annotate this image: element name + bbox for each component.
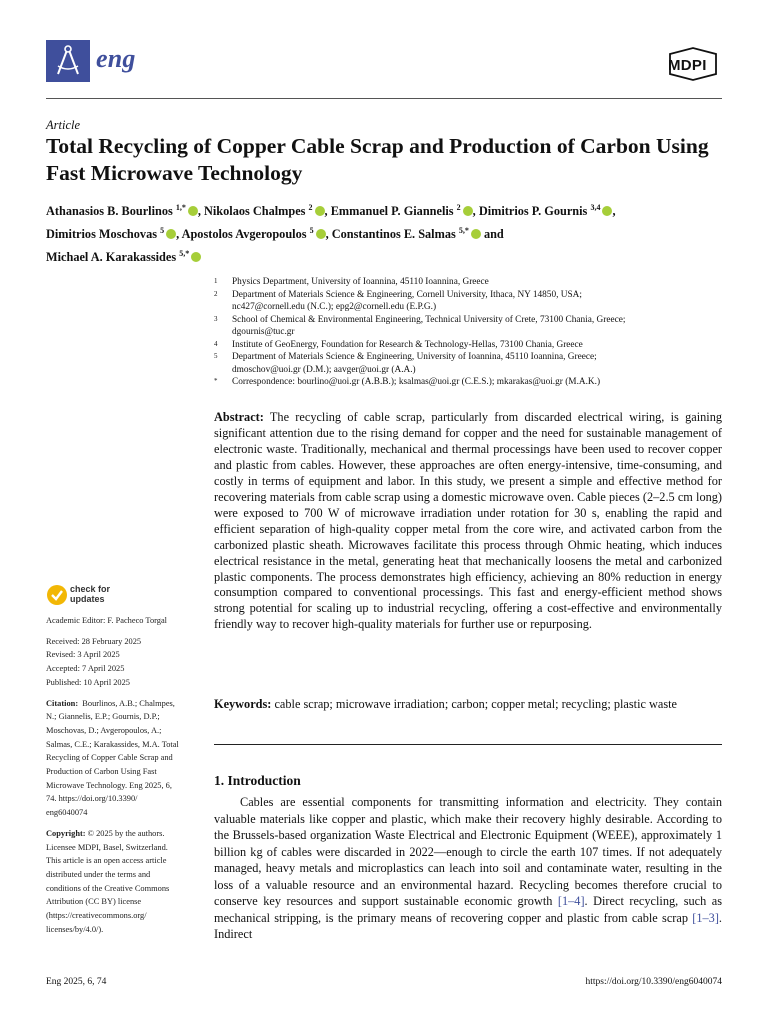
affiliation-number: 1 [214, 277, 218, 285]
copyright-line: distributed under the terms and [46, 869, 151, 879]
affiliation-line[interactable]: dgournis@tuc.gr [232, 327, 295, 337]
keywords-divider [214, 744, 722, 745]
orcid-icon[interactable] [463, 206, 473, 216]
copyright-line: © 2025 by the authors. [87, 828, 165, 838]
intro-text: Cables are essential components for transmitting information and electricity. They contain valuable materials like copper and plastic, which make their recovery highly desirable. According to the Brussels-based organization Waste Electrical and Electronic Equipment (WEEE), approximately 1 billion kg of cables were discarded in 2022—enough to circle the earth 107 times. If not adequately managed, heavy metals and microplastics can leach into soil and contaminate water, resulting in the loss of a valuable resource and an environmental hazard. Recycling becomes therefore crucial to conserve key resources and support sustainable economic growth [214, 795, 722, 908]
author-name[interactable]: Dimitrios Moschovas [46, 227, 158, 242]
orcid-icon[interactable] [188, 206, 198, 216]
affiliation-number: 2 [214, 289, 218, 298]
copyright-line: This article is an open access article [46, 856, 167, 866]
copyright-line: Attribution (CC BY) license [46, 897, 142, 907]
author-list: Athanasios B. Bourlinos $^{1,*}$ , Nikolaos Chalmpes $^2$ , Emmanuel P. Giannelis $^2$ , Dimitrios P. Gournis $^{3,4}$ , Dimitrios Moschovas $^5$ , Apostolos Avgeropoulos $^5$ , Constantinos E. Salmas $^{5,*}$ and Michael A. Karakassides $^{5,*}$ [46, 203, 616, 265]
keywords-text: cable scrap; microwave irradiation; carbon; copper metal; recycling; plastic waste [274, 697, 678, 711]
compass-logo-icon [46, 40, 90, 82]
orcid-icon[interactable] [191, 252, 201, 262]
author-name[interactable]: Nikolaos Chalmpes [204, 204, 306, 219]
article-title: Total Recycling of Copper Cable Scrap and Production of Carbon Using Fast Microwave Technology [46, 134, 709, 185]
citation-line: Salmas, C.E.; Karakassides, M.A. Total [46, 739, 179, 749]
author-affiliation-marker: 2 [308, 203, 313, 212]
affiliation-number: 5 [214, 352, 218, 360]
orcid-icon[interactable] [316, 229, 326, 239]
keywords [214, 696, 722, 712]
affiliation-line: Department of Materials Science & Engineering, University of Ioannina, 45110 Ioannina, Greece; [232, 352, 597, 362]
copyright-block [46, 827, 202, 937]
check-for-updates-icon[interactable] [46, 584, 68, 606]
revised-date: Revised: 3 April 2025 [46, 650, 120, 660]
affiliation-line[interactable]: dmoschov@uoi.gr (D.M.); aavger@uoi.gr (A.A.) [232, 364, 416, 375]
citation-link[interactable]: [1–4] [557, 894, 585, 908]
author-name[interactable]: Constantinos E. Salmas [331, 227, 456, 242]
citation-block [46, 697, 202, 820]
citation-doi-line[interactable]: eng6040074 [46, 808, 88, 818]
citation-doi-line[interactable]: 74. https://doi.org/10.3390/ [46, 794, 138, 804]
affiliation-number: * [214, 377, 218, 385]
accepted-date: Accepted: 7 April 2025 [46, 664, 125, 674]
orcid-icon[interactable] [166, 229, 176, 239]
keywords-label: Keywords: [214, 697, 272, 711]
affiliation-number: 3 [214, 314, 218, 323]
author-affiliation-marker: 5,* [458, 226, 469, 236]
journal-name[interactable]: eng [96, 44, 136, 73]
author-name[interactable]: Apostolos Avgeropoulos [181, 227, 307, 242]
citation-label: Citation: [46, 698, 79, 708]
affiliation-item [214, 314, 724, 339]
affiliation-item [214, 351, 724, 376]
citation-line: N.; Giannelis, E.P.; Gournis, D.P.; [46, 712, 160, 722]
copyright-line: Licensee MDPI, Basel, Switzerland. [46, 842, 168, 852]
orcid-icon[interactable] [602, 206, 612, 216]
author-affiliation-marker: 5,* [179, 249, 190, 259]
license-link[interactable]: licenses/by/4.0/). [46, 924, 104, 934]
copyright-line: conditions of the Creative Commons [46, 883, 170, 893]
affiliation-item [214, 276, 724, 289]
abstract-text: The recycling of cable scrap, particularly from discarded electrical wiring, is gaining significant attention due to the rising demand for copper and the need for sustainable management of electronic waste. Traditionally, mechanical and thermal processings have been used to recover copper and plastic from cables. However, these approaches are often energy-intensive, time-consuming, and costly in terms of equipment and labor. In this study, we present a simple and effective method for recovering materials from cable scrap using a domestic microwave oven. Cable pieces (2–2.5 cm long) were exposed to 700 W of microwave irradiation under rotation for 30 s, enabling the rapid and efficient separation of high-quality copper metal from the core wire, and activated carbon from the carbonized plastic sheath. Microwaves facilitate this process through Ohmic heating, which induces electrical resistance in the metal, generating heat that mechanically loosens the metal and carbonized plastic components. The process demonstrates high efficiency, achieving an 80% reduction in energy consumption compared to conventional processings. This fast and energy-efficient method shows strong potential for scaling up to industrial recycling, offering a cost-effective and environmentally friendly way to recover high-quality materials for further use or repurposing. [214, 410, 722, 632]
citation-line: Bourlinos, A.B.; Chalmpes, [82, 698, 175, 708]
affiliation-line: Institute of GeoEnergy, Foundation for Research & Technology-Hellas, 73100 Chania, Greece [232, 339, 583, 350]
copyright-label: Copyright: [46, 828, 86, 838]
header-divider [46, 98, 722, 99]
author-affiliation-marker: 5 [309, 226, 314, 236]
affiliation-item [214, 289, 724, 314]
affiliation-line: School of Chemical & Environmental Engineering, Technical University of Crete, 73100 Chania, Greece; [232, 314, 626, 325]
author-name[interactable]: Michael A. Karakassides [46, 250, 177, 265]
footer-journal-ref: Eng 2025, 6, 74 [46, 977, 107, 987]
check-line: check for [70, 584, 111, 594]
check-line: updates [70, 594, 105, 604]
citation-link[interactable]: [1–3] [692, 910, 719, 925]
academic-editor: Academic Editor: F. Pacheco Torgal [46, 616, 167, 625]
license-link[interactable]: (https://creativecommons.org/ [46, 911, 147, 921]
author-name[interactable]: Emmanuel P. Giannelis [330, 204, 454, 219]
author-name[interactable]: Dimitrios P. Gournis [478, 204, 588, 219]
abstract-label: Abstract: [214, 410, 264, 424]
section-heading-introduction: 1. Introduction [214, 773, 301, 788]
intro-text: . Direct recycling, such as mechanical stripping, is the primary means of recovering copper and plastic from cable scrap [214, 894, 722, 925]
intro-text: . Indirect [214, 910, 722, 941]
affiliation-line[interactable]: nc427@cornell.edu (N.C.); epg2@cornell.edu (E.P.G.) [232, 302, 437, 312]
received-date: Received: 28 February 2025 [46, 636, 142, 646]
citation-line: Moschovas, D.; Avgeropoulos, A.; [46, 725, 162, 735]
abstract [214, 410, 722, 633]
author-name[interactable]: Athanasios B. Bourlinos [46, 204, 173, 219]
citation-line: Microwave Technology. Eng 2025, 6, [46, 780, 172, 790]
journal-logo [46, 40, 90, 82]
author-affiliation-marker: 2 [456, 203, 461, 212]
affiliation-number: 4 [214, 339, 218, 348]
orcid-icon[interactable] [471, 229, 481, 239]
affiliation-item [214, 376, 724, 389]
affiliation-line: Department of Materials Science & Engineering, Cornell University, Ithaca, NY 14850, USA; [232, 289, 582, 300]
author-and: and [483, 227, 504, 242]
affiliation-line: Physics Department, University of Ioannina, 45110 Ioannina, Greece [232, 277, 489, 287]
check-for-updates-label[interactable] [70, 584, 110, 604]
affiliation-item [214, 339, 724, 352]
footer-doi-link[interactable]: https://doi.org/10.3390/eng6040074 [585, 977, 722, 987]
introduction-paragraph [214, 794, 722, 943]
author-affiliation-marker: 1,* [175, 203, 186, 212]
author-affiliation-marker: 5 [160, 226, 165, 236]
publisher-name[interactable]: MDPI [668, 57, 707, 74]
published-date: Published: 10 April 2025 [46, 677, 130, 687]
article-info-sidebar [46, 614, 202, 943]
article-type: Article [46, 118, 81, 132]
dates [46, 635, 202, 690]
orcid-icon[interactable] [315, 206, 325, 216]
affiliations [214, 276, 724, 389]
citation-line: Recycling of Copper Cable Scrap and [46, 753, 173, 763]
correspondence-line[interactable]: Correspondence: bourlino@uoi.gr (A.B.B.); ksalmas@uoi.gr (C.E.S.); mkarakas@uoi.gr (M.A.K.) [232, 377, 601, 387]
citation-line: Production of Carbon Using Fast [46, 767, 157, 777]
author-affiliation-marker: 3,4 [590, 203, 601, 212]
